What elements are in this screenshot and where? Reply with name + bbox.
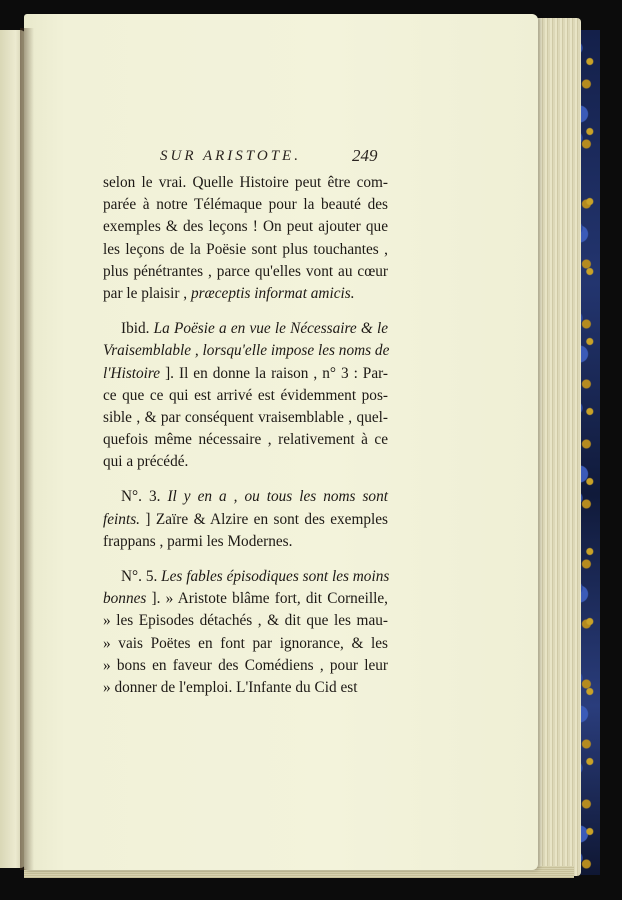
italic-run: Les fables épisodiques sont les moins [161, 568, 390, 585]
text-run: ce que ce qui est arrivé est évidemment pos- [103, 386, 388, 404]
italic-run: Il y en a , ou tous les noms sont [167, 488, 388, 506]
text-line [103, 172, 388, 194]
text-line [103, 318, 388, 340]
text-line [103, 261, 388, 283]
page-text [103, 172, 388, 699]
text-line [103, 486, 388, 508]
italic-run: Vraisemblable , lorsqu'elle impose les noms de [103, 342, 390, 360]
italic-run: bonnes [103, 590, 147, 608]
text-run: N°. 3. [121, 488, 168, 506]
text-line [103, 363, 388, 385]
text-run: ]. Il en donne la raison , n° 3 : Par- [160, 364, 388, 382]
text-line [103, 677, 388, 699]
text-line [103, 239, 388, 261]
text-run: » bons en faveur des Comédiens , pour leur [103, 656, 388, 674]
italic-run: La Poësie a en vue le Nécessaire & le [153, 320, 388, 338]
text-line [103, 407, 388, 429]
italic-run: præceptis informat amicis. [190, 284, 355, 302]
running-head-title: SUR ARISTOTE. [160, 148, 301, 164]
text-line [103, 633, 388, 655]
paragraph-gap [103, 305, 388, 318]
text-run: quefois même nécessaire , relativement à ce [103, 431, 388, 449]
paragraph-gap [103, 553, 388, 566]
text-run: exemples & des leçons ! On peut ajouter que [103, 218, 388, 236]
text-line [103, 566, 388, 588]
text-run: plus pénétrantes , parce qu'elles vont au cœur [103, 262, 388, 280]
text-line [103, 340, 388, 362]
text-run: » donner de l'emploi. L'Infante du Cid est [103, 678, 358, 696]
paragraph [103, 172, 388, 305]
text-run: sible , & par conséquent vraisemblable , quel- [103, 408, 388, 426]
text-line [103, 283, 388, 305]
text-line [103, 194, 388, 216]
text-line [103, 385, 388, 407]
text-run: selon le vrai. Quelle Histoire peut être com- [103, 174, 388, 191]
text-run: » vais Poëtes en font par ignorance, & les [103, 634, 388, 652]
paragraph-gap [103, 473, 388, 486]
paragraph [103, 318, 388, 473]
text-line [103, 509, 388, 531]
text-run: par le plaisir , [103, 284, 191, 302]
text-run: N°. 5. [121, 568, 162, 585]
text-line [103, 531, 388, 553]
text-run: » les Episodes détachés , & dit que les mau- [103, 612, 388, 630]
text-run: les leçons de la Poësie sont plus touchantes , [103, 240, 388, 258]
italic-run: feints. [103, 510, 140, 528]
running-head [0, 148, 622, 168]
text-line [103, 588, 388, 610]
text-run: ]. » Aristote blâme fort, dit Corneille, [146, 590, 388, 608]
text-line [103, 429, 388, 451]
page-number: 249 [352, 146, 378, 165]
text-line [103, 216, 388, 238]
text-run: Ibid. [121, 320, 154, 338]
italic-run: l'Histoire [103, 364, 161, 382]
text-run: frappans , parmi les Modernes. [103, 532, 293, 550]
text-line [103, 451, 388, 473]
text-run: parée à notre Télémaque pour la beauté des [103, 196, 388, 214]
text-run: qui a précédé. [103, 453, 189, 471]
text-line [103, 655, 388, 677]
paragraph [103, 486, 388, 553]
text-run: ] Zaïre & Alzire en sont des exemples [139, 510, 388, 528]
text-line [103, 610, 388, 632]
paragraph [103, 566, 388, 699]
